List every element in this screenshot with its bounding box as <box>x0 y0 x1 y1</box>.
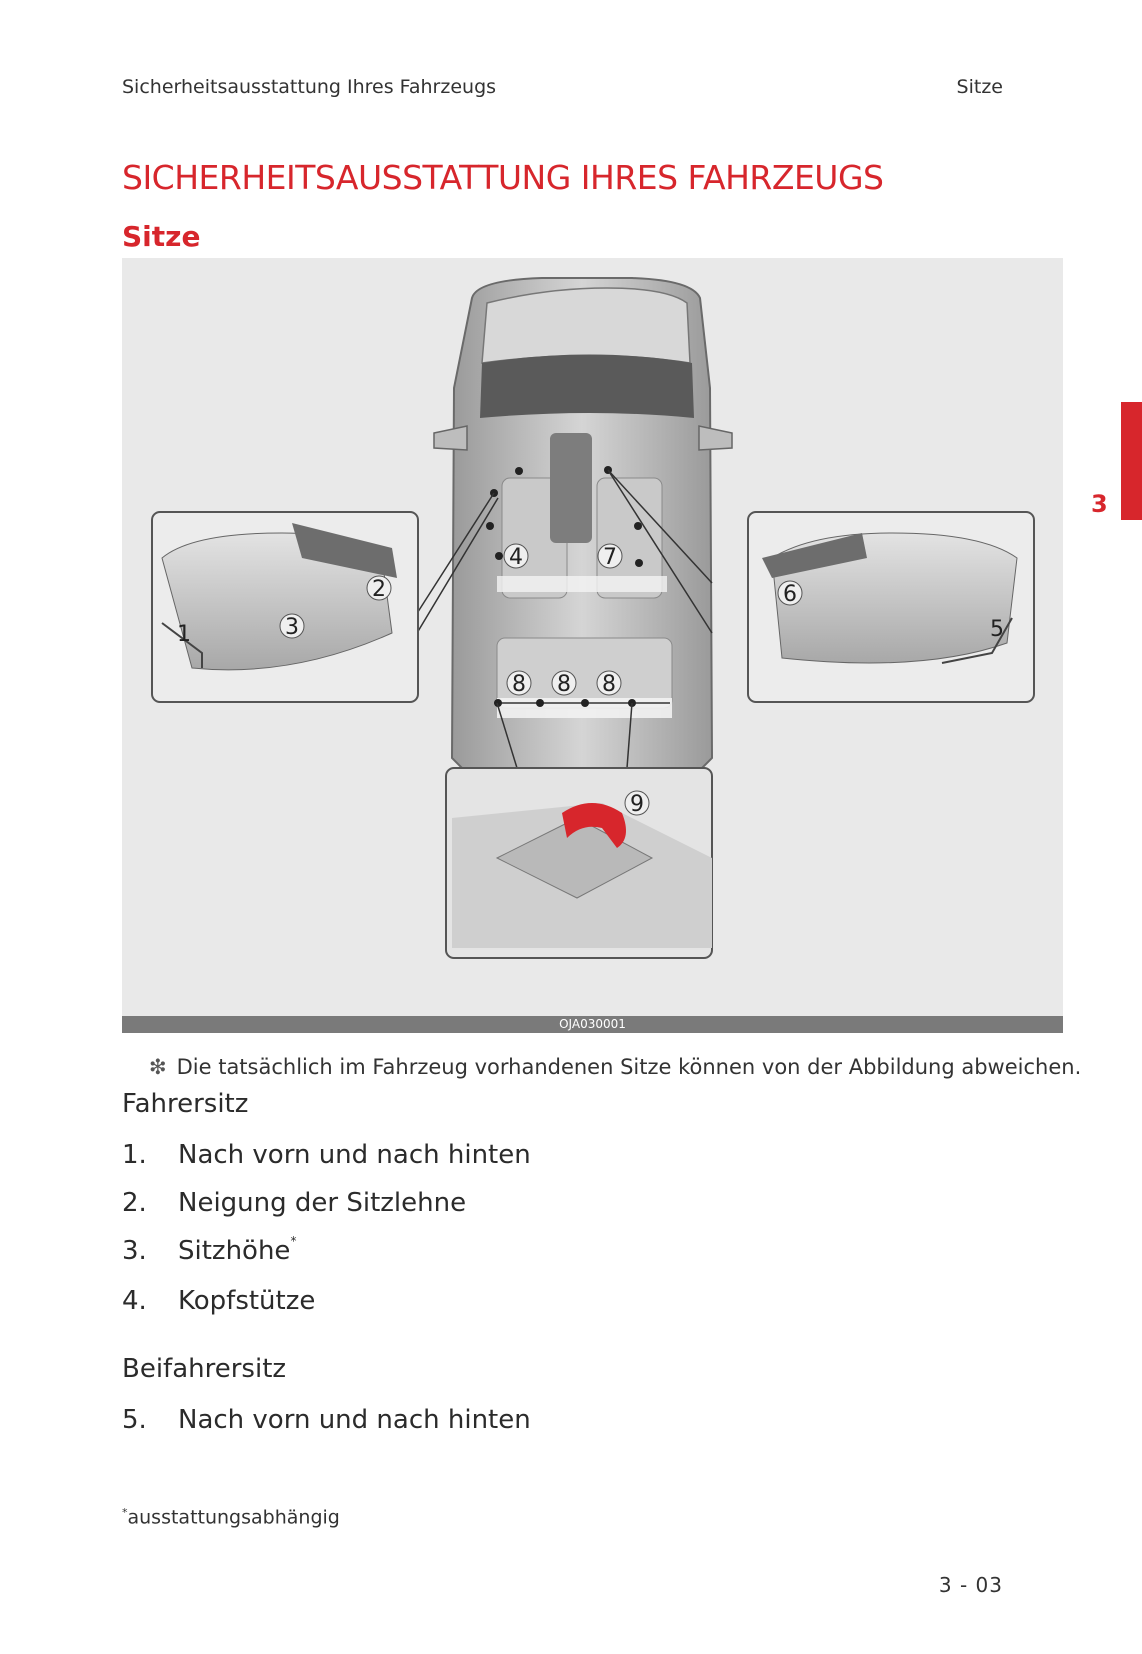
svg-text:7: 7 <box>603 545 617 570</box>
footnote-mark: * <box>122 1506 128 1519</box>
list-item <box>122 1188 466 1218</box>
footnote-text: ausstattungsabhängig <box>127 1506 340 1529</box>
passenger-seat-title: Beifahrersitz <box>122 1354 287 1384</box>
note-mark: ❇ <box>149 1055 167 1079</box>
svg-text:9: 9 <box>630 792 644 817</box>
list-item-number: 3. <box>122 1236 147 1266</box>
list-item-label: Neigung der Sitzlehne <box>178 1188 467 1218</box>
list-item <box>122 1236 296 1266</box>
seat-illustration <box>122 258 1063 1016</box>
running-header-left: Sicherheitsausstattung Ihres Fahrzeugs <box>122 76 497 98</box>
svg-text:2: 2 <box>372 577 386 602</box>
footnote <box>122 1506 340 1528</box>
chapter-title: SICHERHEITSAUSSTATTUNG IHRES FAHRZEUGS <box>122 158 884 197</box>
figure-code: OJA030001 <box>559 1017 626 1031</box>
list-item <box>122 1140 531 1170</box>
footnote-ref: * <box>290 1234 297 1249</box>
svg-text:3: 3 <box>285 615 299 640</box>
list-item-label: Nach vorn und nach hinten <box>178 1140 531 1170</box>
driver-seat-inset <box>152 512 418 702</box>
passenger-seat-inset <box>748 512 1034 702</box>
section-title: Sitze <box>122 220 201 253</box>
list-item-number: 2. <box>122 1188 147 1218</box>
running-header-right: Sitze <box>956 76 1003 98</box>
svg-text:4: 4 <box>509 545 523 570</box>
svg-text:6: 6 <box>783 582 797 607</box>
svg-text:1: 1 <box>177 622 191 647</box>
chapter-side-tab <box>1121 402 1142 520</box>
list-item-label: Nach vorn und nach hinten <box>178 1405 531 1435</box>
list-item-label: Sitzhöhe <box>178 1236 291 1266</box>
chapter-side-number: 3 <box>1091 490 1108 518</box>
list-item <box>122 1405 531 1435</box>
note-text: Die tatsächlich im Fahrzeug vorhandenen Sitze können von der Abbildung abweichen. <box>176 1055 1082 1079</box>
list-item-number: 4. <box>122 1286 147 1316</box>
driver-seat-title: Fahrersitz <box>122 1089 249 1119</box>
list-item <box>122 1286 315 1316</box>
svg-text:8: 8 <box>512 672 526 697</box>
figure-note <box>149 1055 1081 1079</box>
svg-text:5: 5 <box>990 617 1004 642</box>
svg-text:8: 8 <box>602 672 616 697</box>
list-item-number: 5. <box>122 1405 147 1435</box>
rear-seat-lever-inset <box>446 768 712 958</box>
page-number: 3 - 03 <box>938 1573 1003 1597</box>
svg-text:8: 8 <box>557 672 571 697</box>
list-item-label: Kopfstütze <box>178 1286 316 1316</box>
list-item-number: 1. <box>122 1140 147 1170</box>
